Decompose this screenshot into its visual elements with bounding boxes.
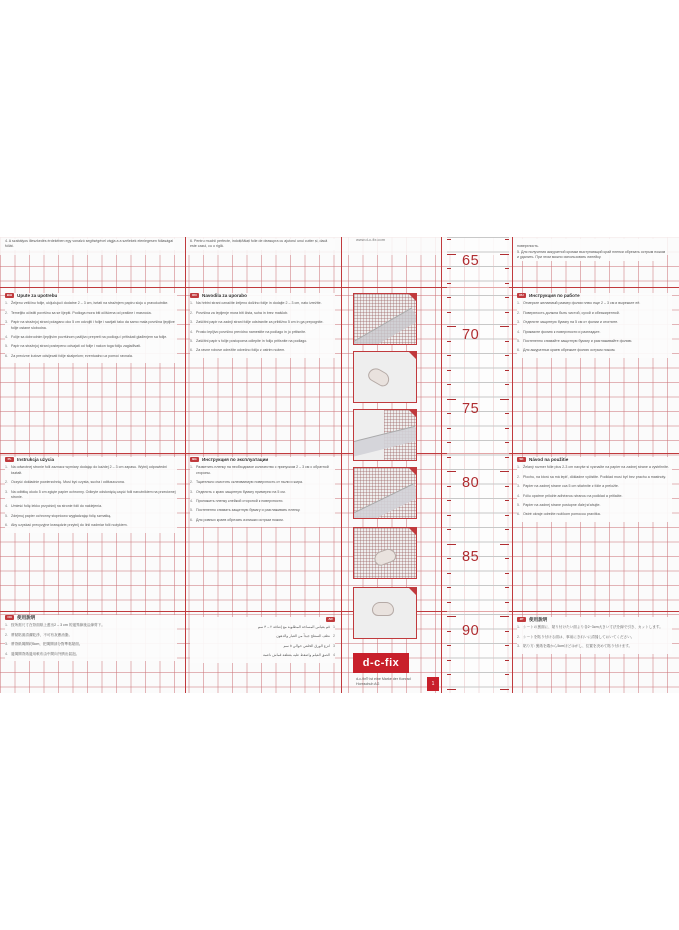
list-item: 6. Для ровных краев обрезать излишки острым ножом. [190, 517, 284, 522]
list-item: 6. Для аккуратных краев обрежьте фолию острым ножом. [517, 348, 616, 353]
list-item: 5. Постепенно снимать защитную бумагу и разглаживать пленку. [190, 508, 301, 513]
list-item: 3. Zaščitni papir na zadnji strani folije odstranite za približno 5 cm in ga prepognite. [190, 320, 324, 325]
ruler-tick [505, 457, 509, 458]
ruler-tick [505, 384, 509, 385]
section-chinese [5, 615, 177, 661]
ruler-tick [447, 544, 456, 545]
ruler-tick [500, 616, 509, 617]
list-item: 4. Umieść folię lekko przyciśnij na stronie folii do naklejenia. [5, 504, 103, 509]
section-title: Инструкция по эксплуатации [202, 457, 269, 462]
ruler-tick [447, 413, 451, 414]
ruler-tick [447, 239, 451, 240]
ruler-tick [447, 341, 451, 342]
section-bulgarian [190, 457, 335, 527]
section-polish [5, 457, 177, 533]
ruler-tick [447, 631, 451, 632]
ruler-tick [505, 312, 509, 313]
list-item: 3. 貼り方: 裏紙を端から5cmほどはがし、位置を決めて貼り付けます。 [517, 644, 633, 649]
ruler-tick [500, 689, 509, 690]
ruler-tick [505, 587, 509, 588]
list-item: 3. 將背紙揭開約5cm，把揭開部分對準黏貼面。 [5, 642, 83, 647]
ruler-tick [505, 515, 509, 516]
row-line [0, 611, 679, 612]
list-item: 6. Aby uzyskać precyzyjne krawędzie przytnij do linii nadmiar folii nożykiem. [5, 523, 128, 528]
list-item: 3. Na odbitkę około 5 cm zgięte papier ochronny. Odkryte odsłoniętą część folii narożnikiem na przeciwnej stronie. [5, 489, 176, 500]
ruler-tick [505, 283, 509, 284]
list-item: 4. Prosto lepljivo površino previdno namestite na podlago in jo pritisnite. [190, 329, 307, 334]
ruler-tick [447, 283, 451, 284]
ruler-tick [447, 616, 456, 617]
ruler-tick [505, 268, 509, 269]
list-item: 1. 按所需尺寸在背面紙上畫出2 – 3 cm 的邊界線後沿線剪下。 [5, 623, 105, 628]
ruler-tick [505, 239, 509, 240]
section-title: Navodila za uporabo [202, 293, 247, 298]
section-title: Инструкция по работе [529, 293, 580, 298]
ruler-tick [447, 428, 451, 429]
list-item: 3. Отделите защитную бумагу на 5 см от фолии и отогните. [517, 320, 619, 325]
ruler-tick [447, 384, 451, 385]
list-item: 1. Na hrbtni strani označite željeno dolžino folije in dodajte 2 – 3 cm, nato izrežite. [190, 301, 322, 306]
ruler-tick [447, 442, 451, 443]
section-title: Upute za upotrebu [17, 293, 58, 298]
column-line [341, 237, 342, 693]
column-line [512, 237, 513, 693]
ruler-number: 65 [462, 253, 480, 269]
ruler-tick [505, 660, 509, 661]
ruler-number: 70 [462, 327, 480, 343]
top-fragment-right: поверхность. 5. Для получения аккуратной кромки выступающий край пленки обрезать острым ножом и удалить. При этом можно использовать линейку. [517, 239, 667, 261]
ruler-tick [447, 399, 456, 400]
section-title: Instrukcja użycia [17, 457, 55, 462]
ruler-tick [505, 442, 509, 443]
step-illustration-trim [353, 587, 417, 639]
ruler-tick [447, 674, 451, 675]
page-number: 1 [427, 677, 439, 691]
ruler-tick [505, 500, 509, 501]
ruler-tick [447, 573, 451, 574]
ruler-tick [505, 573, 509, 574]
list-item: 3. Papier na zadnej strane cca 5 cm stiahnite z fólie a preložte. [517, 484, 619, 489]
ruler-tick [447, 268, 451, 269]
ruler-tick [447, 602, 451, 603]
list-item: 1. Разметить пленку на необходимое количество с припуском 2 – 3 см с обратной стороны. [190, 465, 329, 475]
column-line [185, 237, 186, 693]
ruler-tick [505, 674, 509, 675]
step-illustration-peel [353, 409, 417, 461]
flag-icon: BiH [6, 293, 13, 298]
list-item: 2. Površina za lepljenje mora biti čista, suha in brez maščob. [190, 310, 289, 315]
ruler-tick [505, 631, 509, 632]
flag-icon: SK [517, 457, 526, 462]
ruler-number: 85 [462, 549, 480, 565]
list-item: 4. 邊揭開背紙邊用軟布由中間向外擠出氣泡。 [5, 651, 80, 656]
ruler-tick [447, 457, 451, 458]
ruler-tick [447, 312, 451, 313]
list-item: 1. Želaný rozmer fólie plus 2-3 cm navyše si vyznačte na papier na zadnej strane a vystrihnite. [517, 465, 670, 470]
list-item: 2. Temeljito očistiti površinu sa se lijepiti. Podloga mora biti očišćena od prašine i masnoća. [5, 310, 152, 315]
section-title: Návod na použitie [529, 457, 569, 462]
ruler-tick [447, 558, 451, 559]
instruction-sheet [0, 237, 679, 693]
ruler-tick [447, 645, 451, 646]
ruler-tick [447, 326, 456, 327]
ruler-number: 80 [462, 475, 480, 491]
row-line [0, 287, 679, 288]
ruler-tick [500, 254, 509, 255]
ruler-tick [505, 486, 509, 487]
flag-icon: JP [517, 617, 526, 622]
ruler-tick [447, 297, 451, 298]
list-item: 1. Na odwrotnej stronie folii zaznacz wymiary dodając do każdej 2 – 3 cm zapasu. Wytnij odpowiedni kształt. [5, 465, 167, 475]
ruler-tick [447, 486, 451, 487]
ruler-tick [505, 428, 509, 429]
ruler-number: 90 [462, 623, 480, 639]
list-item: 2. Поверхность должна быть чистой, сухой и обезжиренной. [517, 310, 620, 315]
ruler-tick [447, 587, 451, 588]
ruler-tick [505, 355, 509, 356]
list-item: 5. Papier na zadnej strane postupne ďalej sťahujte. [517, 503, 601, 508]
ruler-tick [505, 413, 509, 414]
list-item: 2 نظف السطح جيداً من الغبار والدهون [276, 634, 335, 639]
list-item: 5. Zaščitni papir s folije postopoma odlepite in folijo pritisnite na podlago. [190, 339, 308, 344]
section-title: 使用說明 [529, 617, 548, 622]
list-item: 1. シートの裏面に、貼り付けたい面より各2~3cm大きい寸法を線で引き、カットします。 [517, 625, 663, 630]
list-item: 6. Za ravne robove odrežite odvečno folijo z ostrim nožem. [190, 348, 286, 353]
ruler-tick [500, 399, 509, 400]
list-item: 5. Постепенно снимайте защитную бумагу и разглаживайте фолию. [517, 339, 633, 344]
list-item: 4. Прижмите фолию к поверхности и разгладьте. [517, 329, 601, 334]
list-item: 4. Fóliu opatrne priložte adhéznou stranou na podklad a pritlačte. [517, 493, 623, 498]
flag-icon: CN [5, 615, 14, 620]
ruler-tick [447, 529, 451, 530]
list-item: 2. シートを貼り付ける面は、事前にきれいに清掃しておいてください。 [517, 634, 635, 639]
ruler-tick [447, 689, 456, 690]
ruler-tick [505, 297, 509, 298]
ruler-number: 75 [462, 401, 480, 417]
ruler-tick [500, 471, 509, 472]
section-japanese [517, 617, 672, 654]
list-item: 3 انزع الورق الخلفي حوالي ٥ سم [283, 643, 335, 648]
top-fragment-middle: 6. Pentru muchii perfecte, indoiți/tăiați folie de deasupra cu ajutorul unui cutter și, dacă este cazul, cu o riglă. [190, 239, 335, 250]
section-romanian [190, 293, 335, 358]
ruler-tick [505, 645, 509, 646]
row-line [0, 453, 679, 454]
section-arabic [190, 617, 335, 663]
ruler-tick [447, 500, 451, 501]
list-item: 4. Приложить пленку клейкой стороной к поверхности. [190, 499, 284, 504]
ruler-tick [505, 529, 509, 530]
column-line [441, 237, 442, 693]
top-fragment-left: 4. A szabályos illeszkedés érdekében egy vonalzó segítségével vágja a a szélekek elenlegesen fóliaságai fóliát. [5, 239, 174, 249]
section-bosnian [5, 293, 177, 363]
flag-icon: RU [517, 293, 526, 298]
section-title: 使用說明 [17, 615, 36, 620]
trademark-text: d-c-fix® ist eine Marke der Konrad Hornschuh AG [356, 677, 411, 686]
d-c-fix-logo: d-c-fix [353, 653, 409, 673]
list-item: 3. Papir na stražnjoj strani polagano oko 5 cm odvojiti i folije i savijati tako da samo mala površina ljepljive folije ostane slobodna. [5, 320, 175, 330]
ruler-tick [500, 326, 509, 327]
list-item: 1. Отмерьте желаемый размер фолии плюс еще 2 – 3 см и вырежьте её. [517, 301, 641, 306]
list-item: 2. 將黏貼面清潔乾淨，不可有灰塵油脂。 [5, 632, 73, 637]
ruler-tick [505, 558, 509, 559]
list-item: 6. Za precizne kutove odsijecati folije skalpelom; eventualno uz pomoć ravnala. [5, 353, 133, 358]
flag-icon: PL [5, 457, 14, 462]
ruler-tick [447, 515, 451, 516]
list-item: 6. Ostré okraje odrežte nožíkom pomocou pravítka. [517, 512, 601, 517]
ruler-tick [447, 471, 456, 472]
step-illustration-cut [353, 293, 417, 345]
ruler-tick [447, 355, 451, 356]
step-illustration-clean [353, 351, 417, 403]
list-item: 5. Zdejmuj papier ochronny stopniowo wygładzając folię szmatką. [5, 513, 112, 518]
list-item: 2. Тщательно очистить склеиваемую поверхность от пыли и жира. [190, 480, 303, 485]
ruler-tick [447, 254, 456, 255]
list-item: 1 قم بقياس المساحة المطلوبة مع إضافة ٢ – ٣ سم [257, 625, 335, 629]
list-item: 4. Folije sa dobrodnim ljepljivim površinom pažljivo prepreti na podlogu i pritiskati glađenjem sa folije. [5, 335, 168, 340]
ruler-tick [447, 660, 451, 661]
list-item: 2. Plochu, na ktorú sa má lepiť, dôkladne vyčistite. Podklad musí byť bez prachu a mastnoty. [517, 474, 667, 479]
flag-icon: AR [326, 617, 335, 622]
step-illustration-smooth [353, 527, 417, 579]
ruler-tick [447, 370, 451, 371]
list-item: 4 الصق الفيلم واضغط عليه بقطعة قماش ناعمة [263, 653, 335, 658]
list-item: 2. Oczyść dokładnie powierzchnię. Musi być czysta, sucha i odtłuszczona. [5, 480, 125, 485]
flag-icon: RO [190, 293, 199, 298]
step-illustration-apply [353, 467, 417, 519]
list-item: 1. Željenu veličinu folije, uključujući dodatne 2 – 3 cm, isrtati na stražnjem papiru sloju u pravokutnike. [5, 301, 169, 306]
ruler-tick [505, 341, 509, 342]
brand-url: www.d-c-fix.com [356, 237, 386, 242]
list-item: 5. Papir na stražnjoj strani postepeno odvajati od folije i nakon toga foliju zaglađivati. [5, 344, 142, 349]
section-russian [517, 293, 672, 358]
ruler-tick [505, 602, 509, 603]
section-slovak [517, 457, 672, 522]
flag-icon: BG [190, 457, 199, 462]
list-item: 3. Отделить с краю защитную бумагу примерно на 5 см. [190, 489, 286, 494]
ruler-tick [500, 544, 509, 545]
ruler-tick [505, 370, 509, 371]
